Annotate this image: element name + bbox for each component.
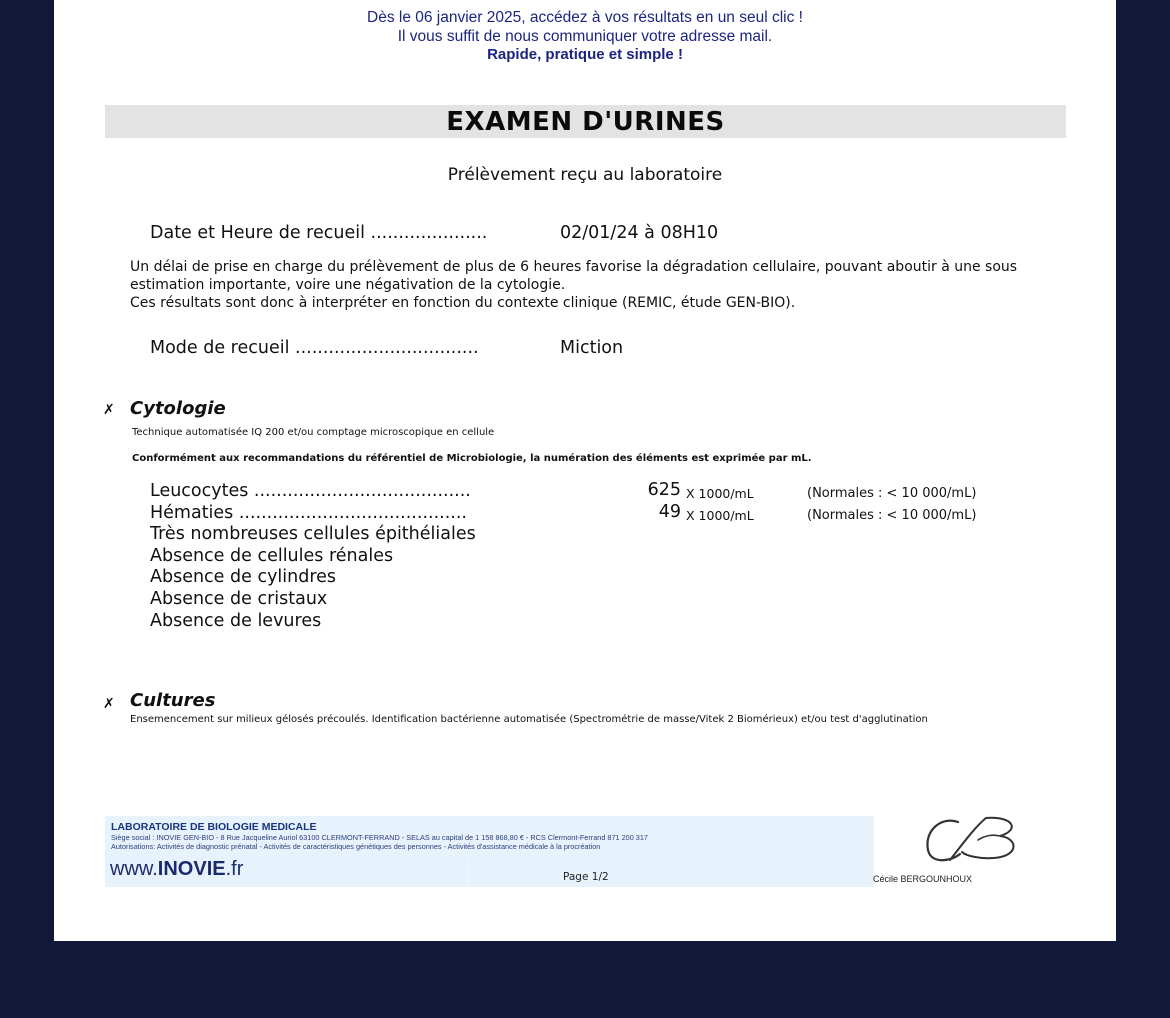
notice-line-1: Dès le 06 janvier 2025, accédez à vos résultats en un seul clic ! [367,9,803,26]
result-value: 49 [658,502,681,522]
warning-text-1: Un délai de prise en charge du prélèvement de plus de 6 heures favorise la dégradation cellulaire, pouvant aboutir à une sous estimation importante, voire une négativation de la cytologie. [130,259,1018,293]
title-bar [105,105,1066,138]
cytologie-note: Conformément aux recommandations du référentiel de Microbiologie, la numération des éléments est exprimée par mL. [132,453,812,464]
warning-text-2: Ces résultats sont donc à interpréter en fonction du contexte clinique (REMIC, étude GEN-BIO). [130,295,796,311]
recueil-date-value: 02/01/24 à 08H10 [560,223,719,243]
signature-name: Cécile BERGOUNHOUX [873,874,973,884]
cross-mark-icon: ✗ [103,696,115,712]
observation-item: Absence de cylindres [150,567,337,587]
recueil-mode-value: Miction [560,338,624,358]
recueil-mode-label: Mode de recueil ................................. [150,338,479,358]
cross-mark-icon: ✗ [103,402,115,418]
result-normal: (Normales : < 10 000/mL) [807,508,977,523]
result-normal: (Normales : < 10 000/mL) [807,486,977,501]
recueil-date-label: Date et Heure de recueil ..................... [150,223,488,243]
observation-item: Absence de cellules rénales [150,546,394,566]
observation-item: Très nombreuses cellules épithéliales [150,524,476,544]
notice-line-2: Il vous suffit de nous communiquer votre adresse mail. [397,28,773,45]
www-prefix: www. [110,858,158,880]
notice-line-3: Rapide, pratique et simple ! [487,46,683,63]
result-label: Leucocytes ....................................... [150,481,471,501]
result-label: Hématies ......................................... [150,503,467,523]
signature-image [920,812,1024,872]
result-value: 625 [647,480,681,500]
result-unit: X 1000/mL [686,486,754,501]
lab-address: Siège social : INOVIE GEN-BIO - 8 Rue Jacqueline Auriol 63100 CLERMONT-FERRAND - SELAS au capital de 1 158 868,80 € - RCS Clermont-Ferrand 871 200 317 [111,833,648,842]
observation-item: Absence de cristaux [150,589,328,609]
cultures-description: Ensemencement sur milieux gélosés précoulés. Identification bactérienne automatisée (Spectrométrie de masse/Vitek 2 Biomérieux) et/ou test d'agglutination [130,714,928,725]
subtitle: Prélèvement reçu au laboratoire [447,165,723,185]
cytologie-technique: Technique automatisée IQ 200 et/ou comptage microscopique en cellule [132,427,495,438]
page-title: EXAMEN D'URINES [446,107,725,137]
lab-footer [105,816,874,887]
cultures-title: Cultures [130,690,216,711]
page-number: Page 1/2 [563,871,609,883]
report-page [54,0,1116,941]
www-brand: INOVIE [157,858,226,880]
lab-title: LABORATOIRE DE BIOLOGIE MEDICALE [111,821,317,833]
lab-authorizations: Autorisations: Activités de diagnostic prénatal - Activités de caractéristiques génétiques des personnes - Activités d'assistance médicale à la procréation [111,842,601,851]
www-suffix: .fr [225,858,244,880]
result-unit: X 1000/mL [686,508,754,523]
website-link[interactable] [110,858,243,881]
observation-item: Absence de levures [150,611,322,631]
cytologie-title: Cytologie [130,398,226,419]
